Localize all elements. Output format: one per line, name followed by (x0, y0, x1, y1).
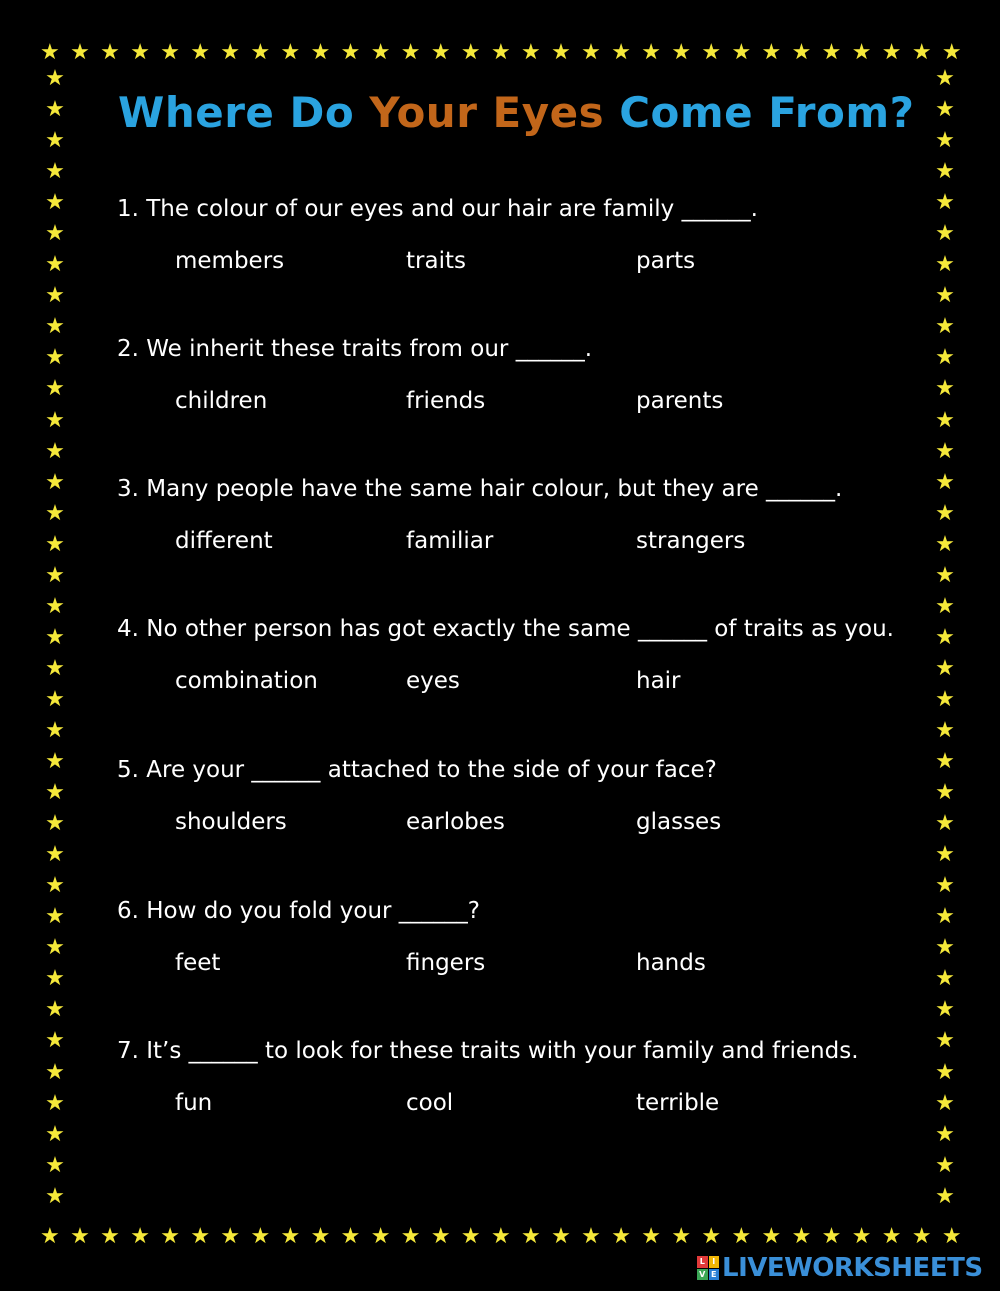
star-icon: ★ (761, 1224, 782, 1249)
star-icon: ★ (935, 904, 955, 930)
star-icon: ★ (45, 500, 65, 526)
star-icon: ★ (400, 40, 421, 65)
star-icon: ★ (45, 935, 65, 961)
star-icon: ★ (430, 1224, 451, 1249)
answer-option[interactable]: strangers (636, 528, 746, 554)
star-icon: ★ (45, 873, 65, 899)
star-icon: ★ (881, 40, 902, 65)
star-icon: ★ (935, 1121, 955, 1147)
question-4 (117, 616, 947, 698)
star-icon: ★ (701, 40, 722, 65)
star-icon: ★ (45, 128, 65, 154)
star-icon: ★ (45, 283, 65, 309)
star-icon: ★ (370, 40, 391, 65)
star-icon: ★ (490, 1224, 511, 1249)
question-3 (117, 476, 947, 558)
answer-option[interactable]: cool (406, 1090, 454, 1116)
star-icon: ★ (935, 500, 955, 526)
star-icon: ★ (45, 749, 65, 775)
liveworksheets-logo-icon (697, 1256, 719, 1280)
star-icon: ★ (791, 1224, 812, 1249)
star-icon: ★ (935, 811, 955, 837)
star-icon: ★ (581, 1224, 601, 1249)
star-icon: ★ (130, 1224, 150, 1249)
star-icon: ★ (220, 40, 241, 65)
answer-options (117, 528, 947, 558)
star-icon: ★ (935, 966, 955, 992)
star-icon: ★ (130, 40, 150, 65)
answer-options (117, 1090, 947, 1120)
star-icon: ★ (935, 562, 955, 588)
answer-option[interactable]: feet (175, 950, 221, 976)
star-icon: ★ (45, 780, 65, 806)
question-text: 2. We inherit these traits from our ______. (117, 336, 593, 362)
star-icon: ★ (935, 407, 955, 433)
answer-option[interactable]: friends (406, 388, 486, 414)
star-icon: ★ (881, 1224, 902, 1249)
star-icon: ★ (935, 221, 955, 247)
star-icon: ★ (551, 40, 571, 65)
star-icon: ★ (935, 842, 955, 868)
star-icon: ★ (45, 376, 65, 402)
star-icon: ★ (45, 624, 65, 650)
question-2 (117, 336, 947, 418)
question-7 (117, 1038, 947, 1120)
star-icon: ★ (70, 1224, 90, 1249)
star-icon: ★ (340, 40, 361, 65)
star-icon: ★ (935, 1059, 955, 1085)
star-icon: ★ (400, 1224, 421, 1249)
star-icon: ★ (911, 1224, 932, 1249)
star-icon: ★ (935, 1152, 955, 1178)
logo-letter: I (709, 1256, 720, 1268)
question-text: 6. How do you fold your ______? (117, 898, 481, 924)
star-icon: ★ (935, 873, 955, 899)
star-icon: ★ (45, 655, 65, 681)
star-icon: ★ (941, 40, 962, 65)
star-icon: ★ (45, 221, 65, 247)
star-icon: ★ (45, 1152, 65, 1178)
star-icon: ★ (490, 40, 511, 65)
star-icon: ★ (45, 1090, 65, 1116)
answer-option[interactable]: hair (636, 668, 681, 694)
star-icon: ★ (941, 1224, 962, 1249)
star-icon: ★ (100, 40, 120, 65)
star-icon: ★ (250, 1224, 271, 1249)
answer-option[interactable]: combination (175, 668, 318, 694)
star-icon: ★ (45, 66, 65, 91)
star-icon: ★ (45, 997, 65, 1023)
answer-option[interactable]: familiar (406, 528, 494, 554)
star-icon: ★ (911, 40, 932, 65)
star-icon: ★ (460, 1224, 481, 1249)
star-icon: ★ (935, 1183, 955, 1209)
answer-option[interactable]: traits (406, 248, 466, 274)
star-icon: ★ (935, 997, 955, 1023)
question-5 (117, 757, 947, 839)
answer-option[interactable]: different (175, 528, 273, 554)
star-icon: ★ (40, 40, 60, 65)
star-icon: ★ (45, 159, 65, 185)
star-icon: ★ (935, 717, 955, 743)
star-icon: ★ (731, 40, 752, 65)
star-icon: ★ (45, 438, 65, 464)
star-icon: ★ (551, 1224, 571, 1249)
star-icon: ★ (935, 469, 955, 495)
logo-letter: E (709, 1269, 720, 1281)
star-icon: ★ (45, 811, 65, 837)
star-icon: ★ (671, 40, 692, 65)
star-icon: ★ (460, 40, 481, 65)
star-icon: ★ (340, 1224, 361, 1249)
star-icon: ★ (935, 283, 955, 309)
star-icon: ★ (671, 1224, 692, 1249)
answer-option[interactable]: children (175, 388, 268, 414)
star-icon: ★ (45, 1059, 65, 1085)
question-text: 4. No other person has got exactly the same ______ of traits as you. (117, 616, 894, 642)
star-icon: ★ (280, 40, 301, 65)
star-icon: ★ (310, 40, 331, 65)
answer-options (117, 668, 947, 698)
answer-option[interactable]: members (175, 248, 285, 274)
star-icon: ★ (160, 40, 180, 65)
answer-option[interactable]: terrible (636, 1090, 720, 1116)
star-icon: ★ (935, 128, 955, 154)
star-icon: ★ (521, 1224, 541, 1249)
logo-letter: L (697, 1256, 708, 1268)
answer-options (117, 950, 947, 980)
star-icon: ★ (100, 1224, 120, 1249)
answer-option[interactable]: parts (636, 248, 696, 274)
star-icon: ★ (935, 66, 955, 91)
answer-option[interactable]: parents (636, 388, 724, 414)
star-icon: ★ (935, 345, 955, 371)
star-icon: ★ (611, 40, 631, 65)
star-icon: ★ (70, 40, 90, 65)
question-text: 5. Are your ______ attached to the side of your face? (117, 757, 717, 783)
answer-option[interactable]: fingers (406, 950, 486, 976)
star-icon: ★ (641, 40, 661, 65)
question-text: 1. The colour of our eyes and our hair are family ______. (117, 196, 758, 222)
star-icon: ★ (310, 1224, 331, 1249)
star-icon: ★ (160, 1224, 180, 1249)
answer-options (117, 388, 947, 418)
star-icon: ★ (45, 966, 65, 992)
star-icon: ★ (821, 1224, 842, 1249)
star-icon: ★ (935, 438, 955, 464)
star-icon: ★ (935, 655, 955, 681)
star-icon: ★ (791, 40, 812, 65)
star-border-top (40, 38, 962, 68)
liveworksheets-logo[interactable] (697, 1253, 983, 1283)
answer-option[interactable]: glasses (636, 809, 722, 835)
star-icon: ★ (45, 686, 65, 712)
star-icon: ★ (935, 749, 955, 775)
star-icon: ★ (935, 1028, 955, 1054)
star-icon: ★ (935, 252, 955, 278)
star-icon: ★ (935, 531, 955, 557)
star-icon: ★ (45, 190, 65, 216)
star-icon: ★ (611, 1224, 631, 1249)
answer-option[interactable]: hands (636, 950, 706, 976)
star-icon: ★ (280, 1224, 301, 1249)
star-icon: ★ (581, 40, 601, 65)
star-icon: ★ (935, 624, 955, 650)
star-icon: ★ (45, 717, 65, 743)
star-icon: ★ (45, 842, 65, 868)
logo-letter: V (697, 1269, 708, 1281)
star-icon: ★ (220, 1224, 241, 1249)
star-icon: ★ (45, 469, 65, 495)
star-icon: ★ (45, 1028, 65, 1054)
star-icon: ★ (45, 345, 65, 371)
star-icon: ★ (851, 40, 872, 65)
star-icon: ★ (935, 190, 955, 216)
question-text: 7. It’s ______ to look for these traits with your family and friends. (117, 1038, 859, 1064)
liveworksheets-logo-text: LIVEWORKSHEETS (722, 1253, 983, 1283)
worksheet-title (118, 88, 914, 137)
answer-option[interactable]: eyes (406, 668, 460, 694)
star-icon: ★ (45, 407, 65, 433)
star-icon: ★ (641, 1224, 661, 1249)
star-icon: ★ (45, 1183, 65, 1209)
question-6 (117, 898, 947, 980)
title-part-come-from: Come From? (619, 88, 915, 137)
answer-options (117, 248, 947, 278)
star-icon: ★ (430, 40, 451, 65)
star-icon: ★ (935, 593, 955, 619)
star-icon: ★ (935, 159, 955, 185)
question-1 (117, 196, 947, 278)
answer-option[interactable]: earlobes (406, 809, 505, 835)
star-icon: ★ (45, 904, 65, 930)
star-icon: ★ (45, 531, 65, 557)
star-icon: ★ (190, 1224, 211, 1249)
star-icon: ★ (45, 314, 65, 340)
title-part-where-do: Where Do (118, 88, 355, 137)
star-border-bottom (40, 1222, 962, 1252)
title-part-your-eyes: Your Eyes (369, 88, 605, 137)
star-icon: ★ (45, 593, 65, 619)
star-icon: ★ (521, 40, 541, 65)
star-icon: ★ (851, 1224, 872, 1249)
answer-option[interactable]: shoulders (175, 809, 287, 835)
answer-options (117, 809, 947, 839)
star-icon: ★ (40, 1224, 60, 1249)
star-icon: ★ (45, 1121, 65, 1147)
star-icon: ★ (370, 1224, 391, 1249)
question-text: 3. Many people have the same hair colour, but they are ______. (117, 476, 843, 502)
star-icon: ★ (935, 97, 955, 123)
star-icon: ★ (761, 40, 782, 65)
star-icon: ★ (935, 314, 955, 340)
star-icon: ★ (250, 40, 271, 65)
star-icon: ★ (45, 97, 65, 123)
star-icon: ★ (45, 562, 65, 588)
star-icon: ★ (935, 1090, 955, 1116)
star-icon: ★ (935, 935, 955, 961)
star-icon: ★ (935, 376, 955, 402)
star-icon: ★ (821, 40, 842, 65)
answer-option[interactable]: fun (175, 1090, 213, 1116)
star-border-left (40, 68, 70, 1208)
star-icon: ★ (190, 40, 211, 65)
star-icon: ★ (701, 1224, 722, 1249)
star-icon: ★ (935, 686, 955, 712)
star-icon: ★ (935, 780, 955, 806)
star-icon: ★ (731, 1224, 752, 1249)
star-icon: ★ (45, 252, 65, 278)
